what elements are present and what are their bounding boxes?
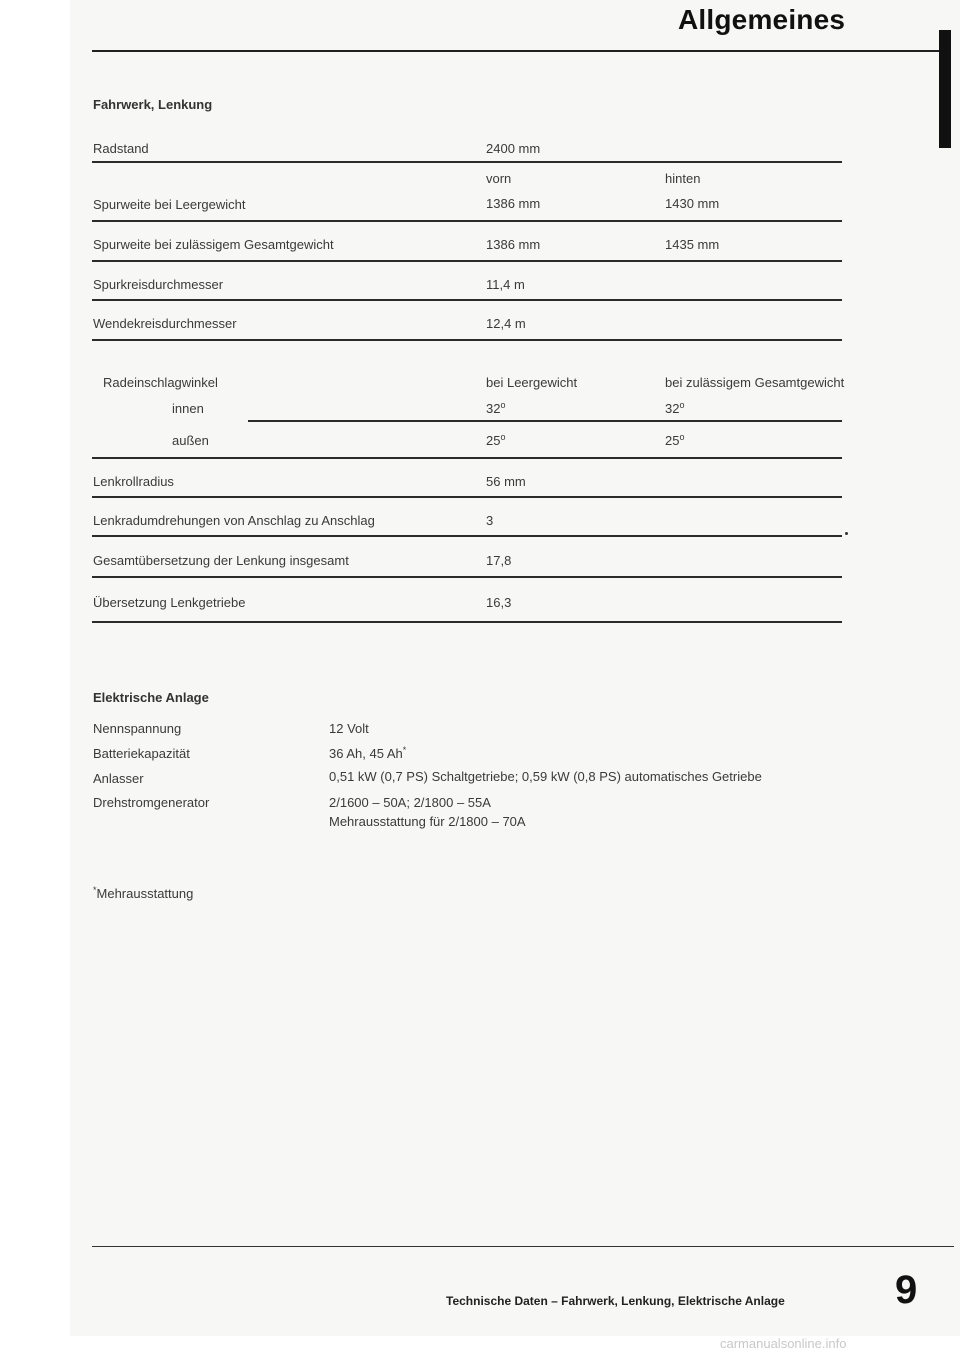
watermark-text: carmanualsonline.info [720, 1336, 847, 1351]
spurweite-gesamt-vorn: 1386 mm [486, 237, 541, 252]
batterie-value: 36 Ah, 45 Ah* [329, 745, 407, 761]
generator-label: Drehstromgenerator [93, 795, 210, 810]
spurweite-gesamt-hinten: 1435 mm [665, 237, 720, 252]
row-divider [92, 260, 842, 262]
radstand-value: 2400 mm [486, 141, 541, 156]
batterie-label: Batteriekapazität [93, 746, 190, 761]
page-number: 9 [895, 1268, 918, 1312]
header-rule [92, 50, 942, 52]
aussen-label: außen [172, 433, 209, 448]
row-divider [92, 621, 842, 623]
lenkradumdrehungen-label: Lenkradumdrehungen von Anschlag zu Anschlag [93, 513, 375, 528]
row-divider [92, 535, 842, 537]
anlasser-label: Anlasser [93, 771, 144, 786]
wendekreis-value: 12,4 m [486, 316, 526, 331]
footer-rule [92, 1246, 954, 1247]
generator-value: 2/1600 – 50A; 2/1800 – 55A [329, 795, 491, 810]
section-heading-fahrwerk: Fahrwerk, Lenkung [93, 97, 213, 112]
radstand-label: Radstand [93, 141, 149, 156]
lenkrollradius-label: Lenkrollradius [93, 474, 174, 489]
spurweite-leer-vorn: 1386 mm [486, 196, 541, 211]
innen-label: innen [172, 401, 204, 416]
row-divider [92, 220, 842, 222]
row-divider [248, 420, 842, 422]
spurweite-leer-hinten: 1430 mm [665, 196, 720, 211]
column-header-gesamtgewicht: bei zulässigem Gesamtgewicht [665, 375, 845, 390]
column-header-leergewicht: bei Leergewicht [486, 375, 578, 390]
spurkreis-label: Spurkreisdurchmesser [93, 277, 224, 292]
row-divider [92, 496, 842, 498]
row-divider [92, 339, 842, 341]
nennspannung-label: Nennspannung [93, 721, 182, 736]
row-divider [92, 576, 842, 578]
row-divider [92, 161, 842, 163]
section-heading-elektrisch: Elektrische Anlage [93, 690, 209, 705]
uebersetzung-label: Übersetzung Lenkgetriebe [93, 595, 246, 610]
row-divider [92, 299, 842, 301]
aussen-leer-value: 25$^o$ [486, 432, 506, 448]
innen-gesamt-value: 32$^o$ [665, 400, 685, 416]
anlasser-value: 0,51 kW (0,7 PS) Schaltgetriebe; 0,59 kW (0,8 PS) automatisches Getriebe [329, 769, 762, 784]
nennspannung-value: 12 Volt [329, 721, 369, 736]
print-speck [845, 532, 848, 535]
innen-leer-value: 32$^o$ [486, 400, 506, 416]
radeinschlag-label: Radeinschlagwinkel [103, 375, 218, 390]
page-title: Allgemeines [678, 4, 846, 35]
row-divider [92, 457, 842, 459]
spurkreis-value: 11,4 m [486, 277, 525, 292]
lenkrollradius-value: 56 mm [486, 474, 526, 489]
spurweite-gesamt-label: Spurweite bei zulässigem Gesamtgewicht [93, 237, 334, 252]
footer-section-title: Technische Daten – Fahrwerk, Lenkung, Elektrische Anlage [446, 1294, 785, 1308]
footnote: *Mehrausstattung [93, 885, 194, 901]
uebersetzung-value: 16,3 [486, 595, 512, 610]
wendekreis-label: Wendekreisdurchmesser [93, 316, 237, 331]
aussen-gesamt-value: 25$^o$ [665, 432, 685, 448]
gesamtuebersetzung-value: 17,8 [486, 553, 512, 568]
generator-value-option: Mehrausstattung für 2/1800 – 70A [329, 814, 526, 829]
column-header-hinten: hinten [665, 171, 701, 186]
section-marker-bar [939, 30, 951, 148]
spurweite-leer-label: Spurweite bei Leergewicht [93, 197, 246, 212]
column-header-vorn: vorn [486, 171, 512, 186]
lenkradumdrehungen-value: 3 [486, 513, 494, 528]
gesamtuebersetzung-label: Gesamtübersetzung der Lenkung insgesamt [93, 553, 349, 568]
